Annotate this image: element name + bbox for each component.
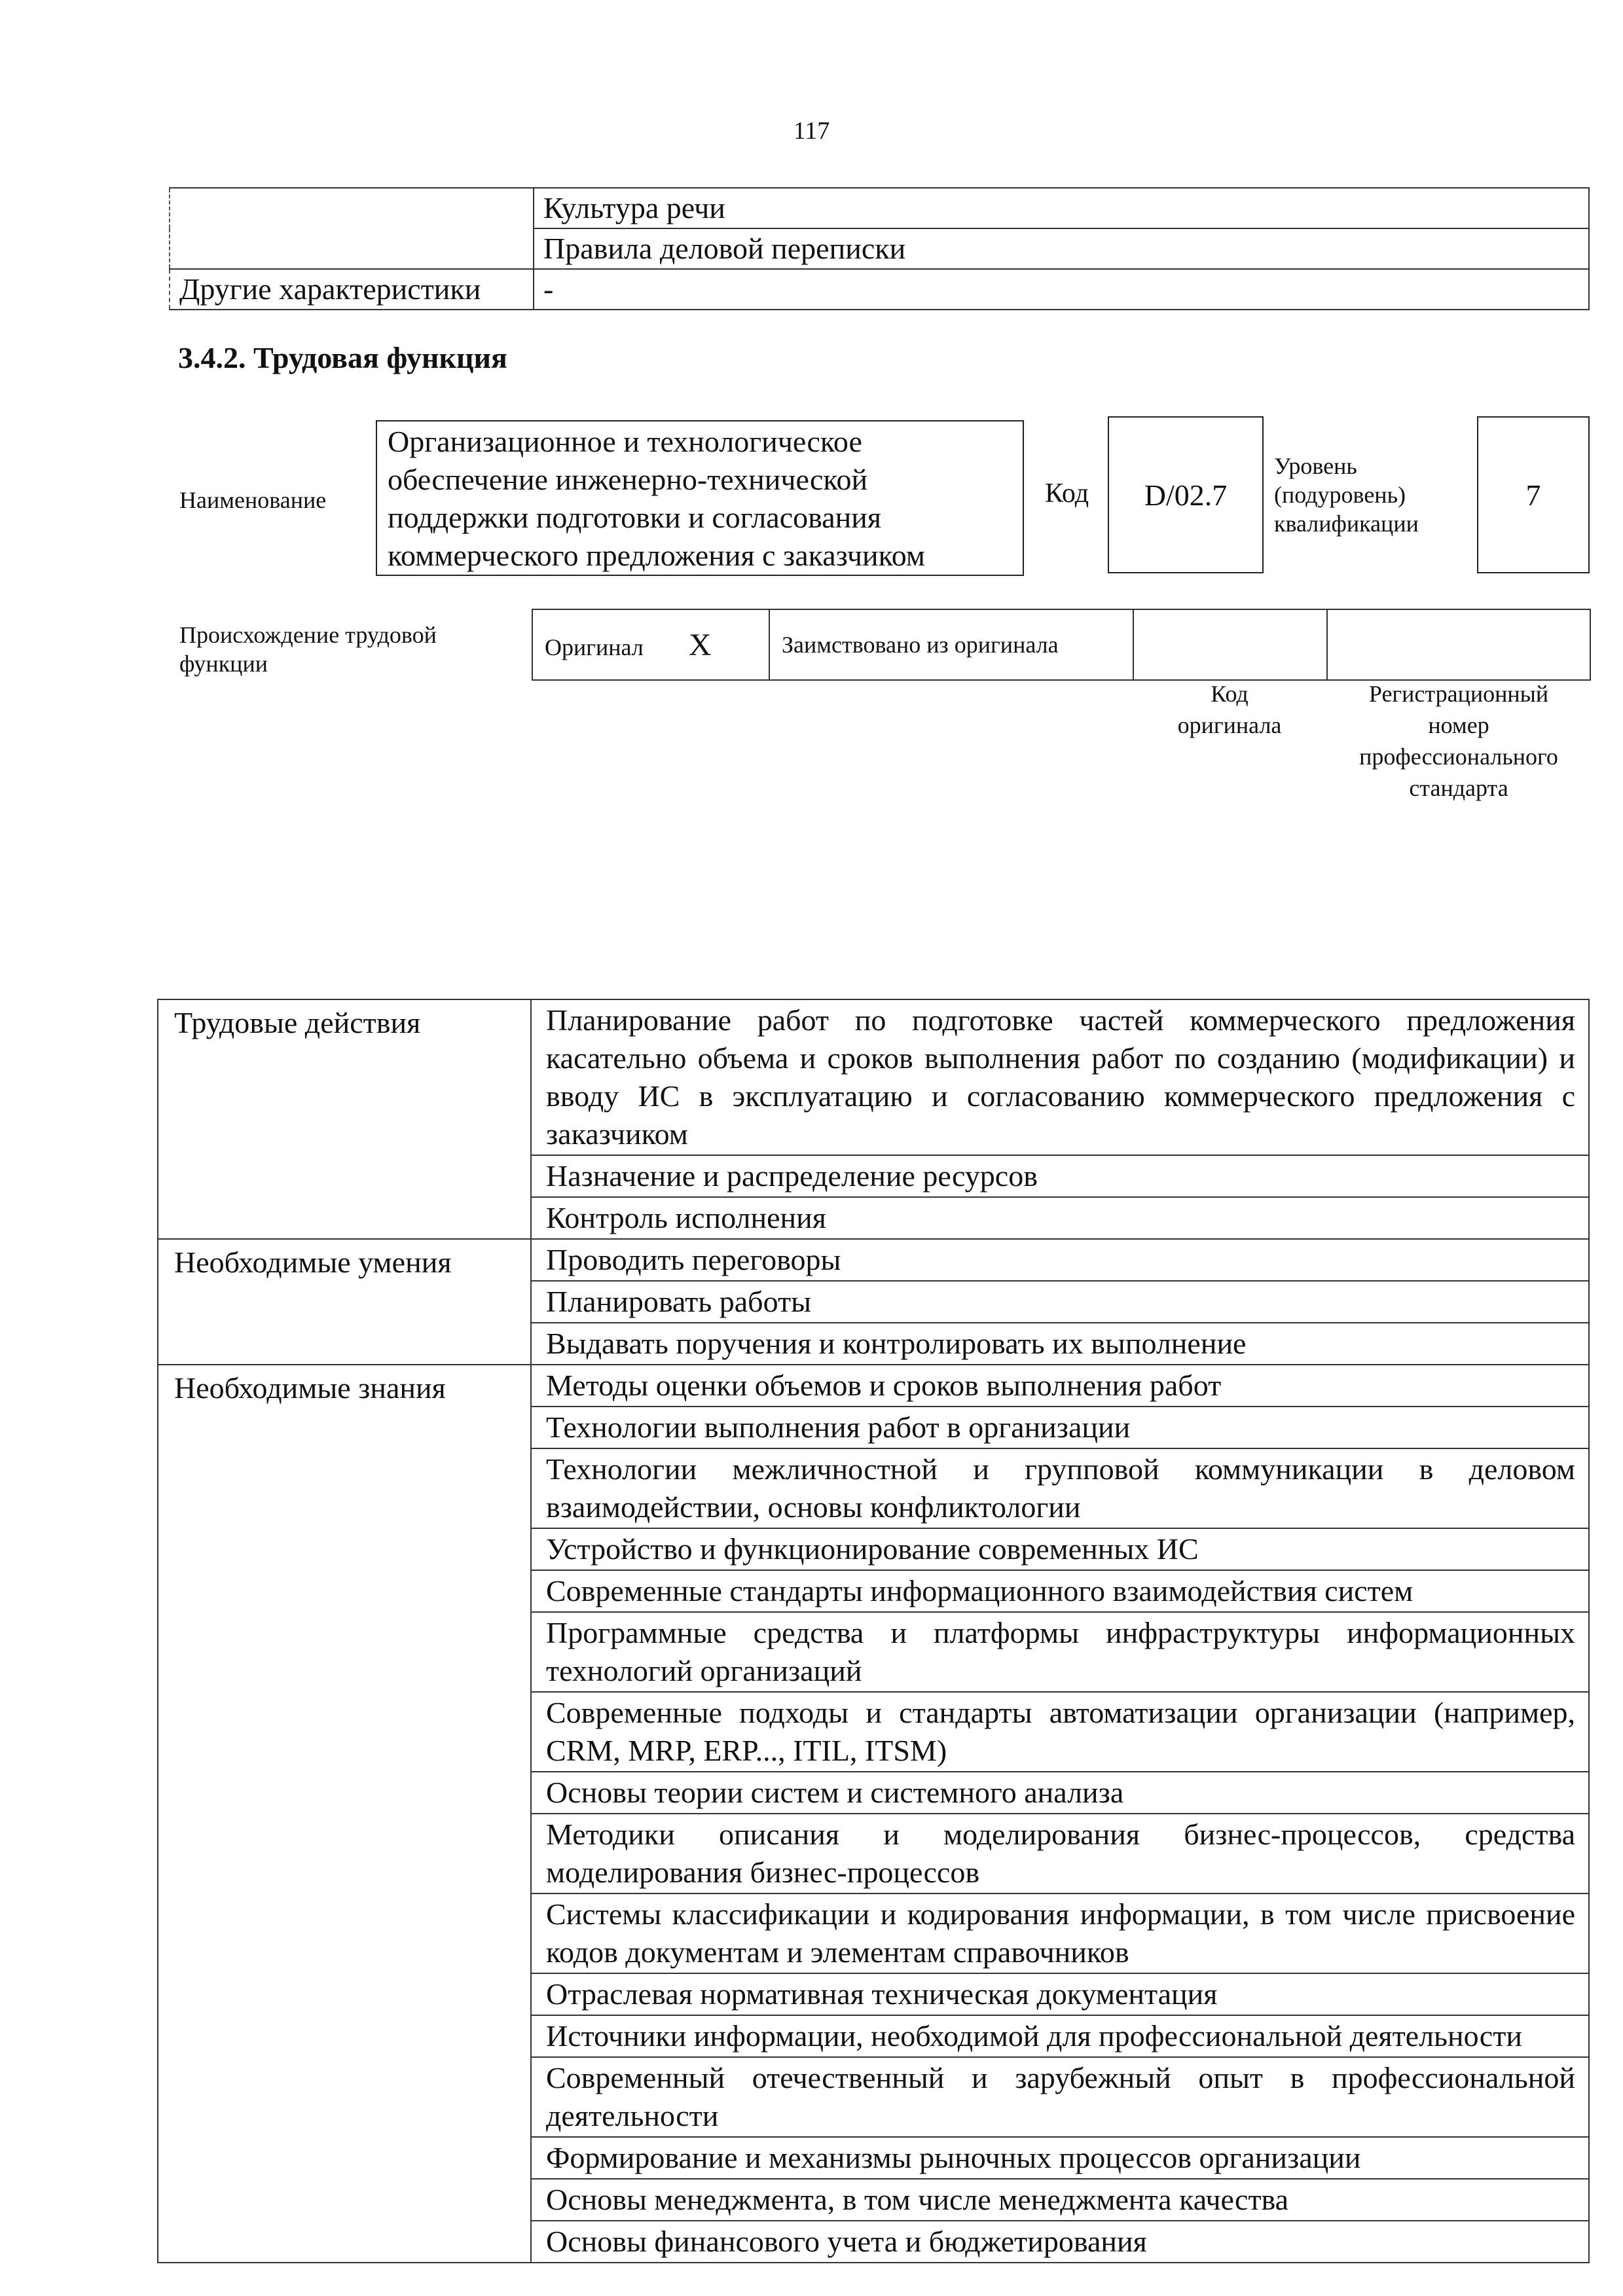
level-label-line: Уровень <box>1274 453 1357 479</box>
registration-number-cell <box>1327 609 1590 680</box>
group-item: Основы финансового учета и бюджетирования <box>531 2221 1589 2263</box>
top-table-left-cell <box>170 188 534 228</box>
group-item: Источники информации, необходимой для профессиональной деятельности <box>531 2015 1589 2057</box>
group-item: Формирование и механизмы рыночных процессов организации <box>531 2137 1589 2179</box>
level-value: 7 <box>1477 416 1590 573</box>
level-label <box>1274 452 1419 538</box>
top-table-cell: Правила деловой переписки <box>534 228 1589 269</box>
group-item: Технологии выполнения работ в организации <box>531 1407 1589 1448</box>
page-number: 117 <box>793 117 830 145</box>
caption-line: профессионального <box>1359 744 1558 770</box>
group-item: Назначение и распределение ресурсов <box>531 1155 1589 1197</box>
table-row <box>170 269 1589 310</box>
table-row <box>532 609 1590 680</box>
main-table <box>157 999 1590 2263</box>
name-label: Наименование <box>179 487 327 513</box>
origin-label-line: функции <box>179 651 268 677</box>
group-label: Необходимые знания <box>158 1365 531 2263</box>
function-name-line: поддержки подготовки и согласования <box>388 501 882 534</box>
level-label-line: квалификации <box>1274 511 1419 537</box>
group-item: Методы оценки объемов и сроков выполнения работ <box>531 1365 1589 1407</box>
function-name-box <box>376 420 1024 576</box>
top-table <box>169 187 1590 310</box>
group-item: Современный отечественный и зарубежный опыт в профессиональной деятельности <box>531 2057 1589 2137</box>
group-item: Устройство и функционирование современных ИС <box>531 1528 1589 1570</box>
group-item: Выдавать поручения и контролировать их выполнение <box>531 1323 1589 1365</box>
caption-line: номер <box>1428 712 1489 738</box>
table-row <box>158 1365 1589 1407</box>
table-row <box>158 1239 1589 1281</box>
group-item: Отраслевая нормативная техническая документация <box>531 1973 1589 2015</box>
function-name-line: обеспечение инженерно-технической <box>388 463 868 496</box>
group-item: Программные средства и платформы инфраструктуры информационных технологий организаций <box>531 1612 1589 1692</box>
group-item: Технологии межличностной и групповой коммуникации в деловом взаимодействии, основы конфликтологии <box>531 1448 1589 1528</box>
origin-table <box>532 609 1591 681</box>
function-name-line: коммерческого предложения с заказчиком <box>388 539 925 572</box>
other-characteristics-label: Другие характеристики <box>170 269 534 310</box>
origin-label-line: Происхождение трудовой <box>179 622 437 648</box>
top-table-cell: Культура речи <box>534 188 1589 228</box>
original-label: Оригинал <box>545 634 644 660</box>
code-label: Код <box>1045 478 1089 509</box>
group-label: Трудовые действия <box>158 999 531 1239</box>
original-cell <box>532 609 769 680</box>
original-mark: X <box>688 627 712 662</box>
original-code-caption <box>1133 678 1326 741</box>
borrowed-label: Заимствовано из оригинала <box>769 609 1133 680</box>
group-item: Контроль исполнения <box>531 1197 1589 1239</box>
group-item: Основы теории систем и системного анализа <box>531 1772 1589 1814</box>
caption-line: оригинала <box>1177 712 1282 738</box>
original-code-cell <box>1133 609 1327 680</box>
table-row <box>158 999 1589 1155</box>
section-title: 3.4.2. Трудовая функция <box>178 341 507 374</box>
group-label: Необходимые умения <box>158 1239 531 1365</box>
group-item: Планировать работы <box>531 1281 1589 1323</box>
code-value: D/02.7 <box>1108 416 1264 573</box>
caption-line: Код <box>1211 681 1249 707</box>
top-table-left-cell <box>170 228 534 269</box>
table-row <box>170 228 1589 269</box>
group-item: Проводить переговоры <box>531 1239 1589 1281</box>
function-name-line: Организационное и технологическое <box>388 425 862 458</box>
level-label-line: (подуровень) <box>1274 482 1406 508</box>
group-item: Планирование работ по подготовке частей коммерческого предложения касательно объема и сроков выполнения работ по созданию (модификации) и вводу ИС в эксплуатацию и согласованию коммерческого предложения с заказчиком <box>531 999 1589 1155</box>
group-item: Современные подходы и стандарты автоматизации организации (например, CRM, MRP, ERP..., ITIL, ITSM) <box>531 1692 1589 1772</box>
group-item: Современные стандарты информационного взаимодействия систем <box>531 1570 1589 1612</box>
caption-line: стандарта <box>1409 775 1508 801</box>
group-item: Системы классификации и кодирования информации, в том числе присвоение кодов документам и элементам справочников <box>531 1893 1589 1973</box>
group-item: Методики описания и моделирования бизнес-процессов, средства моделирования бизнес-процессов <box>531 1814 1589 1893</box>
registration-number-caption <box>1321 678 1596 804</box>
other-characteristics-value: - <box>534 269 1589 310</box>
table-row <box>170 188 1589 228</box>
caption-line: Регистрационный <box>1368 681 1549 707</box>
origin-label <box>179 620 437 678</box>
group-item: Основы менеджмента, в том числе менеджмента качества <box>531 2179 1589 2221</box>
